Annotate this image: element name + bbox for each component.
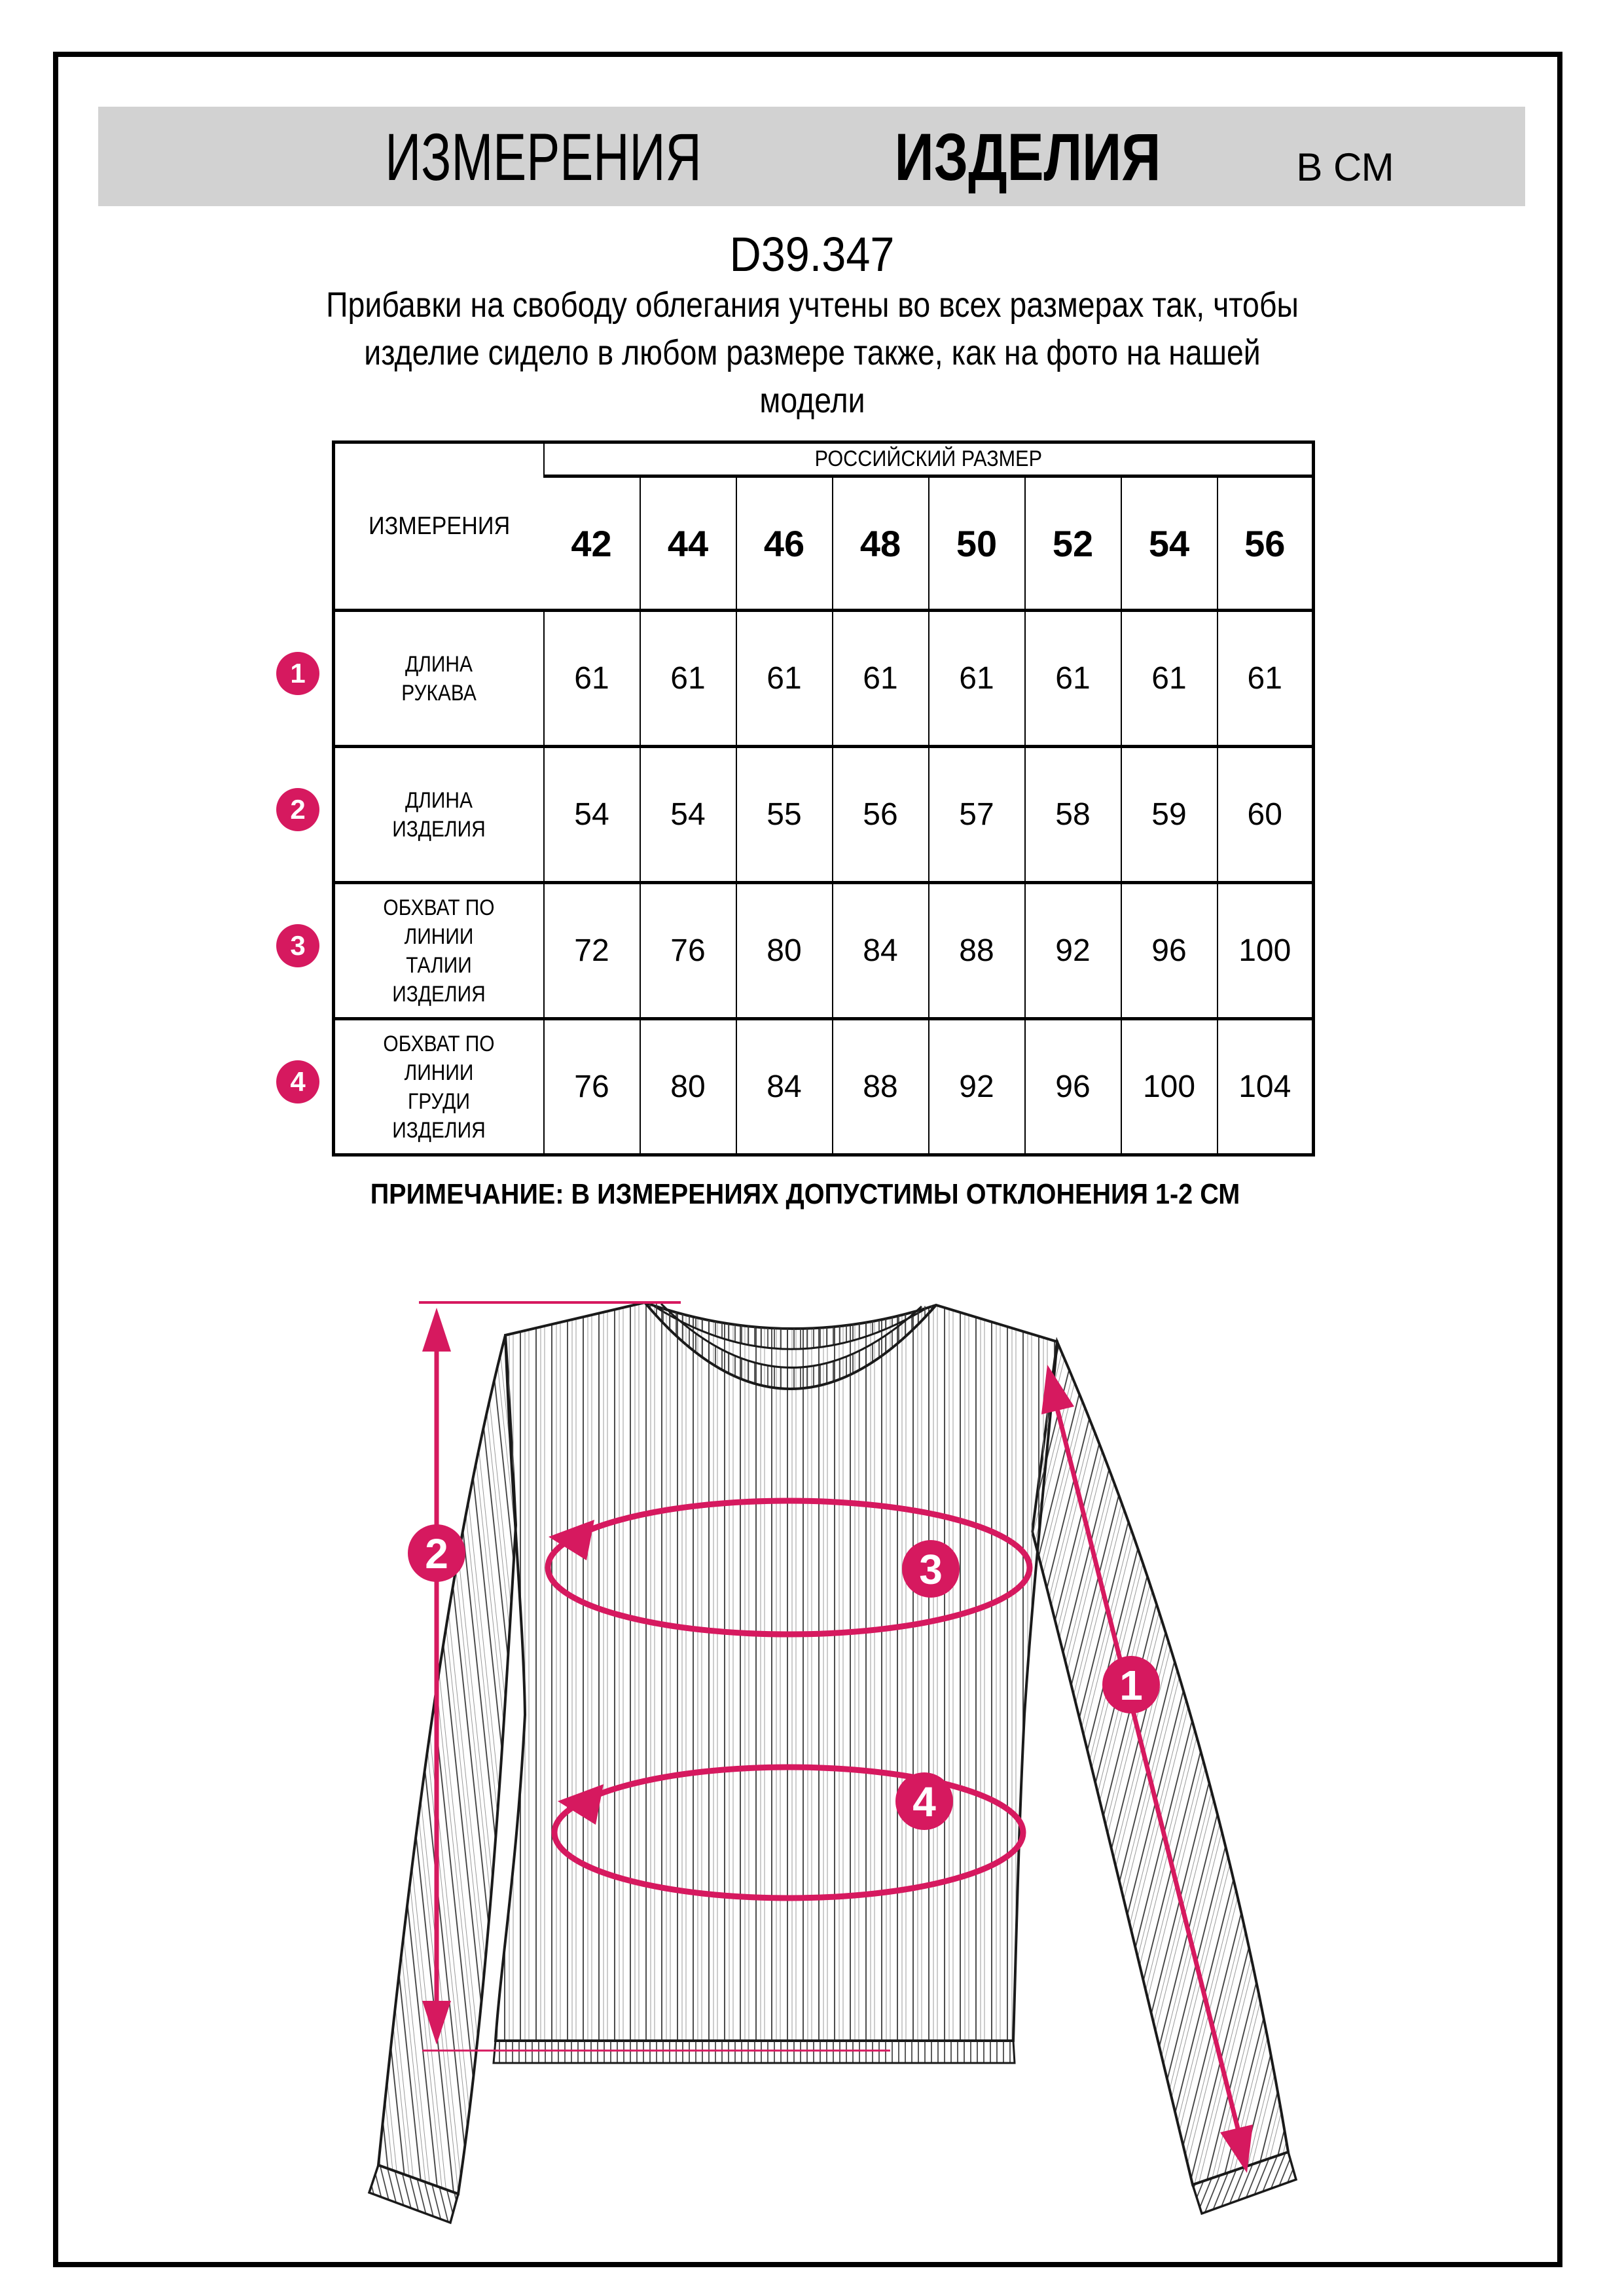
value-cell: 96 — [1025, 1019, 1121, 1155]
sleeve-length-arrow — [1055, 1401, 1239, 2134]
badge-sleeve-length: 1 — [1119, 1662, 1143, 1709]
row-number-badge: 4 — [276, 1060, 319, 1103]
value-cell: 92 — [929, 1019, 1025, 1155]
value-cell: 57 — [929, 747, 1025, 883]
value-cell: 88 — [833, 1019, 929, 1155]
row-number-badge: 2 — [276, 788, 319, 831]
value-cell: 60 — [1218, 747, 1314, 883]
page-title-product: ИЗДЕЛИЯ — [894, 120, 1161, 194]
value-cell: 88 — [929, 883, 1025, 1019]
value-cell: 61 — [1218, 611, 1314, 747]
hem-band — [494, 2041, 1015, 2063]
value-cell: 100 — [1218, 883, 1314, 1019]
measure-column-header: ИЗМЕРЕНИЯ — [368, 512, 510, 540]
size-header: 56 — [1218, 476, 1314, 611]
value-cell: 84 — [833, 883, 929, 1019]
value-cell: 84 — [736, 1019, 833, 1155]
row-number-badge: 1 — [276, 652, 319, 695]
body-front — [496, 1302, 1057, 2041]
size-header: 42 — [571, 522, 612, 564]
value-cell: 96 — [1121, 883, 1218, 1019]
article-number: D39.347 — [729, 227, 895, 281]
size-header: 44 — [640, 476, 736, 611]
value-cell: 80 — [640, 1019, 736, 1155]
value-cell: 80 — [736, 883, 833, 1019]
value-cell: 54 — [640, 747, 736, 883]
value-cell: 58 — [1025, 747, 1121, 883]
size-header: 48 — [833, 476, 929, 611]
fit-description-line: изделие сидело в любом размере также, как на фото на нашей — [364, 333, 1261, 372]
value-cell: 54 — [544, 747, 640, 883]
page-title-unit: В СМ — [1296, 145, 1394, 189]
value-cell: 76 — [544, 1019, 640, 1155]
garment-sketch — [369, 1302, 1296, 2223]
page-title-measurements: ИЗМЕРЕНИЯ — [385, 120, 702, 194]
badge-chest-girth: 4 — [912, 1778, 936, 1825]
value-cell: 56 — [833, 747, 929, 883]
fit-description-line: модели — [759, 381, 865, 420]
value-cell: 59 — [1121, 747, 1218, 883]
value-cell: 61 — [1121, 611, 1218, 747]
badge-product-length: 2 — [425, 1530, 448, 1577]
size-header: 54 — [1121, 476, 1218, 611]
badge-waist-girth: 3 — [919, 1546, 943, 1593]
value-cell: 61 — [929, 611, 1025, 747]
size-header: 50 — [929, 476, 1025, 611]
left-sleeve — [378, 1335, 516, 2194]
fit-description-line: Прибавки на свободу облегания учтены во всех размерах так, чтобы — [326, 285, 1299, 325]
value-cell: 61 — [736, 611, 833, 747]
value-cell: 61 — [1025, 611, 1121, 747]
value-cell: 61 — [640, 611, 736, 747]
russian-size-header: РОССИЙСКИЙ РАЗМЕР — [582, 442, 1274, 476]
value-cell: 61 — [544, 611, 640, 747]
value-cell: 104 — [1218, 1019, 1314, 1155]
value-cell: 55 — [736, 747, 833, 883]
value-cell: 72 — [544, 883, 640, 1019]
tolerance-note: ПРИМЕЧАНИЕ: В ИЗМЕРЕНИЯХ ДОПУСТИМЫ ОТКЛОНЕНИЯ 1-2 СМ — [370, 1178, 1240, 1210]
row-label: ДЛИНА РУКАВА — [334, 611, 544, 747]
row-label: ОБХВАТ ПО ЛИНИИ ГРУДИ ИЗДЕЛИЯ — [334, 1019, 544, 1155]
row-label: ОБХВАТ ПО ЛИНИИ ТАЛИИ ИЗДЕЛИЯ — [334, 883, 544, 1019]
row-label: ДЛИНА ИЗДЕЛИЯ — [334, 747, 544, 883]
arrow-up-icon — [422, 1308, 451, 1352]
size-header: 46 — [736, 476, 833, 611]
value-cell: 76 — [640, 883, 736, 1019]
row-number-badge: 3 — [276, 924, 319, 967]
value-cell: 100 — [1121, 1019, 1218, 1155]
size-header: 52 — [1025, 476, 1121, 611]
value-cell: 61 — [833, 611, 929, 747]
value-cell: 92 — [1025, 883, 1121, 1019]
